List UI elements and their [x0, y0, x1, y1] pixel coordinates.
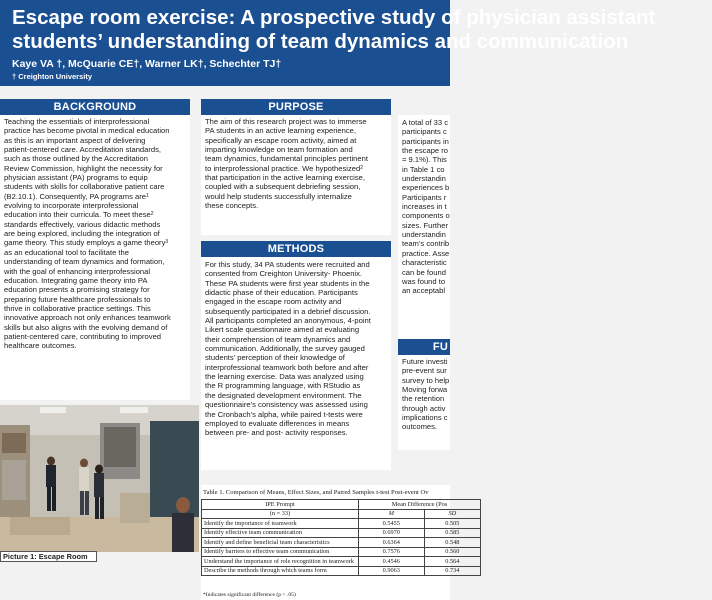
methods-line: the designated development environment. The: [205, 390, 362, 400]
table-header-row: [202, 500, 481, 510]
methods-line: engaged in the escape room activity and: [205, 297, 342, 307]
methods-line: the Cronbach’s alpha, while paired t-tests were: [205, 409, 363, 419]
methods-line: the learning exercise. Data was analyzed using: [205, 372, 364, 382]
sample-size-label: (n = 33): [202, 509, 359, 519]
background-line: preparing future healthcare professionals to: [4, 294, 151, 304]
sd-cell: 0.505: [424, 519, 480, 529]
results-line: components o: [402, 211, 450, 221]
future-line: implications c: [402, 413, 448, 423]
results-line: sizes. Further: [402, 220, 448, 230]
sd-cell: 0.548: [424, 538, 480, 548]
background-text: (B2.10.1). Consequently, PA programs are: [4, 191, 146, 201]
results-line: increases in t: [402, 202, 447, 212]
background-line: game theory. This study employs a game theory$^3$: [4, 238, 169, 248]
results-line: experiences b: [402, 183, 450, 193]
results-line: the escape ro: [402, 146, 449, 156]
future-line: outcomes.: [402, 422, 438, 432]
results-line: practice. Asse: [402, 248, 450, 258]
methods-line: interprofessional teamwork both before and after: [205, 362, 369, 372]
author-list: Kaye VA †, McQuarie CE†, Warner LK†, Schechter TJ†: [12, 58, 282, 70]
future-line: Future investi: [402, 357, 448, 366]
purpose-line: these concepts.: [205, 201, 259, 211]
table-footnote: *Indicates significant difference (p < .05): [203, 592, 296, 598]
citation-marker: 3: [165, 239, 169, 246]
results-line: A total of 33 c: [402, 118, 449, 127]
citation-marker: 2: [150, 211, 154, 218]
future-line: pre-event sur: [402, 366, 447, 376]
methods-heading: METHODS: [201, 241, 391, 257]
methods-line: didactic phase of their education. Participants: [205, 288, 358, 298]
background-line: [4, 210, 190, 219]
purpose-line: [205, 164, 391, 173]
background-line: are being explored, including the integration of: [4, 229, 160, 239]
col-header-sd: SD: [424, 509, 480, 519]
purpose-text: to interprofessional practice. We hypothesized: [205, 163, 361, 173]
methods-line: communication. Additionally, the survey gauged: [205, 344, 365, 354]
title-line-2: students’ understanding of team dynamics and communication: [12, 30, 629, 53]
prompt-cell: Identify and define beneficial team characteristics: [202, 538, 359, 548]
table-row: [202, 528, 481, 538]
poster-title: [12, 6, 712, 54]
methods-line: consented from Creighton University- Phoenix.: [205, 269, 363, 279]
table-caption: Table 1. Comparison of Means, Effect Sizes, and Paired Samples t-test Post-event Ov: [203, 489, 429, 496]
prompt-cell: Identify barriers to effective team communication: [202, 547, 359, 557]
purpose-line: coupled with a subsequent debriefing session,: [205, 182, 361, 192]
results-line: understandin: [402, 174, 446, 184]
background-line: understanding of team dynamics and formation,: [4, 257, 165, 267]
table-row: [202, 557, 481, 567]
methods-line: All participants completed an anonymous, 4-point: [205, 316, 371, 326]
background-line: healthcare outcomes.: [4, 341, 77, 351]
purpose-heading: PURPOSE: [201, 99, 391, 115]
purpose-line: imparting knowledge on team formation and: [205, 145, 353, 155]
results-table-panel: [201, 485, 460, 600]
methods-panel: [201, 257, 391, 470]
table-row: [202, 538, 481, 548]
background-line: Review Commission, highlight the necessity for: [4, 163, 163, 173]
col-header-m: M: [359, 509, 425, 519]
background-line: thrive in collaborative practice settings. This: [4, 303, 151, 313]
purpose-line: specifically an escape room activity, aimed at: [205, 135, 357, 145]
col-header-prompt: IPE Prompt: [202, 500, 359, 510]
table-row: [202, 566, 481, 576]
title-line-1: Escape room exercise: A prospective study of physician assistant: [12, 6, 656, 29]
purpose-panel: [201, 115, 391, 235]
purpose-line: would help students successfully internalize: [205, 191, 352, 201]
methods-line: Likert scale questionnaire aimed at evaluating: [205, 325, 360, 335]
citation-marker: 2: [360, 164, 363, 171]
future-panel: [398, 355, 450, 450]
mean-cell: 0.4546: [359, 557, 425, 567]
results-line: can be found: [402, 267, 446, 277]
escape-room-photo: [0, 405, 199, 552]
affiliation: † Creighton University: [12, 72, 93, 81]
purpose-line: team dynamics, fundamental principles pertinent: [205, 154, 368, 164]
background-line: as an educational tool to facilitate the: [4, 247, 129, 257]
results-line: = 9.1%). This: [402, 155, 447, 165]
mean-cell: 0.7576: [359, 547, 425, 557]
background-line: practice has become pivotal in medical education: [4, 126, 170, 136]
methods-line: the R programming language, with RStudio as: [205, 381, 361, 391]
citation-marker: 1: [145, 192, 149, 199]
results-line: team’s contrib: [402, 239, 450, 249]
results-line: characteristic: [402, 258, 447, 268]
prompt-cell: Describe the methods through which teams form: [202, 566, 359, 576]
purpose-line: PA students in an active learning experience,: [205, 126, 356, 136]
background-line: skills but also aligns with the evolving demand of: [4, 322, 168, 332]
purpose-line: that participation in the active learning exercise,: [205, 173, 365, 183]
future-line: through activ: [402, 403, 446, 413]
background-line: evolving to incorporate interprofessional: [4, 201, 139, 211]
results-line: Participants r: [402, 192, 447, 202]
sd-cell: 0.560: [424, 547, 480, 557]
background-panel: [0, 115, 190, 400]
prompt-cell: Identify the importance of teamwork: [202, 519, 359, 529]
table-row: [202, 547, 481, 557]
results-line: understandin: [402, 230, 446, 240]
background-line: physician assistant (PA) programs to equip: [4, 173, 148, 183]
table-subheader-row: [202, 509, 481, 519]
methods-line: subsequently participated in a debrief discussion.: [205, 306, 371, 316]
sd-cell: 0.585: [424, 528, 480, 538]
future-line: the retention: [402, 394, 445, 404]
future-line: survey to help: [402, 375, 450, 385]
background-line: standards effectively, various didactic methods: [4, 219, 161, 229]
background-line: students with skills for collaborative patient care: [4, 182, 165, 192]
col-header-mean-diff: Mean Difference (Pos: [359, 500, 481, 510]
prompt-cell: Identify effective team communication: [202, 528, 359, 538]
results-table: [201, 499, 481, 576]
methods-line: their comprehension of team dynamics and: [205, 334, 351, 344]
methods-line: For this study, 34 PA students were recruited and: [205, 260, 370, 269]
background-line: innovative approach not only enhances teamwork: [4, 313, 171, 323]
results-line: was found to: [402, 276, 446, 286]
background-line: [4, 192, 190, 201]
methods-line: employed to evaluate differences in means: [205, 418, 350, 428]
escape-room-photo-image: [0, 405, 199, 552]
prompt-cell: Understand the importance of role recognition in teamwork: [202, 557, 359, 567]
background-heading: BACKGROUND: [0, 99, 190, 115]
methods-line: students’ perception of their knowledge of: [205, 353, 345, 363]
results-line: participants c: [402, 127, 447, 137]
mean-cell: 0.6364: [359, 538, 425, 548]
background-line: education presents a promising strategy for: [4, 285, 150, 295]
results-panel: [398, 115, 450, 352]
background-text: education into their curricula. To meet these: [4, 210, 151, 220]
figure-caption: Picture 1: Escape Room: [0, 551, 97, 562]
sd-cell: 0.734: [424, 566, 480, 576]
background-line: such as those outlined by the Accreditation: [4, 154, 148, 164]
sd-cell: 0.564: [424, 557, 480, 567]
methods-line: between pre- and post- activity responses.: [205, 428, 348, 438]
mean-cell: 0.9063: [359, 566, 425, 576]
background-line: patient-centered care, contributing to improved: [4, 331, 162, 341]
future-line: Moving forwa: [402, 385, 448, 395]
results-line: participants in: [402, 136, 449, 146]
results-line: an acceptabl: [402, 286, 446, 296]
poster-header: [0, 0, 656, 86]
methods-line: These PA students were first year students in the: [205, 278, 370, 288]
mean-cell: 0.5455: [359, 519, 425, 529]
background-line: Teaching the essentials of interprofessional: [4, 117, 150, 126]
background-line: with the goal of enhancing interprofessional: [4, 266, 151, 276]
background-line: patient-centered care. Accreditation standards,: [4, 145, 162, 155]
results-line: in Table 1 co: [402, 164, 445, 174]
background-line: as this is an important aspect of delivering: [4, 135, 146, 145]
mean-cell: 0.6970: [359, 528, 425, 538]
table-row: [202, 519, 481, 529]
future-heading: FU: [398, 339, 450, 355]
methods-line: questionnaire’s consistency was assessed using: [205, 400, 368, 410]
purpose-line: The aim of this research project was to immerse: [205, 117, 367, 126]
background-line: education. Integrating game theory into PA: [4, 275, 148, 285]
